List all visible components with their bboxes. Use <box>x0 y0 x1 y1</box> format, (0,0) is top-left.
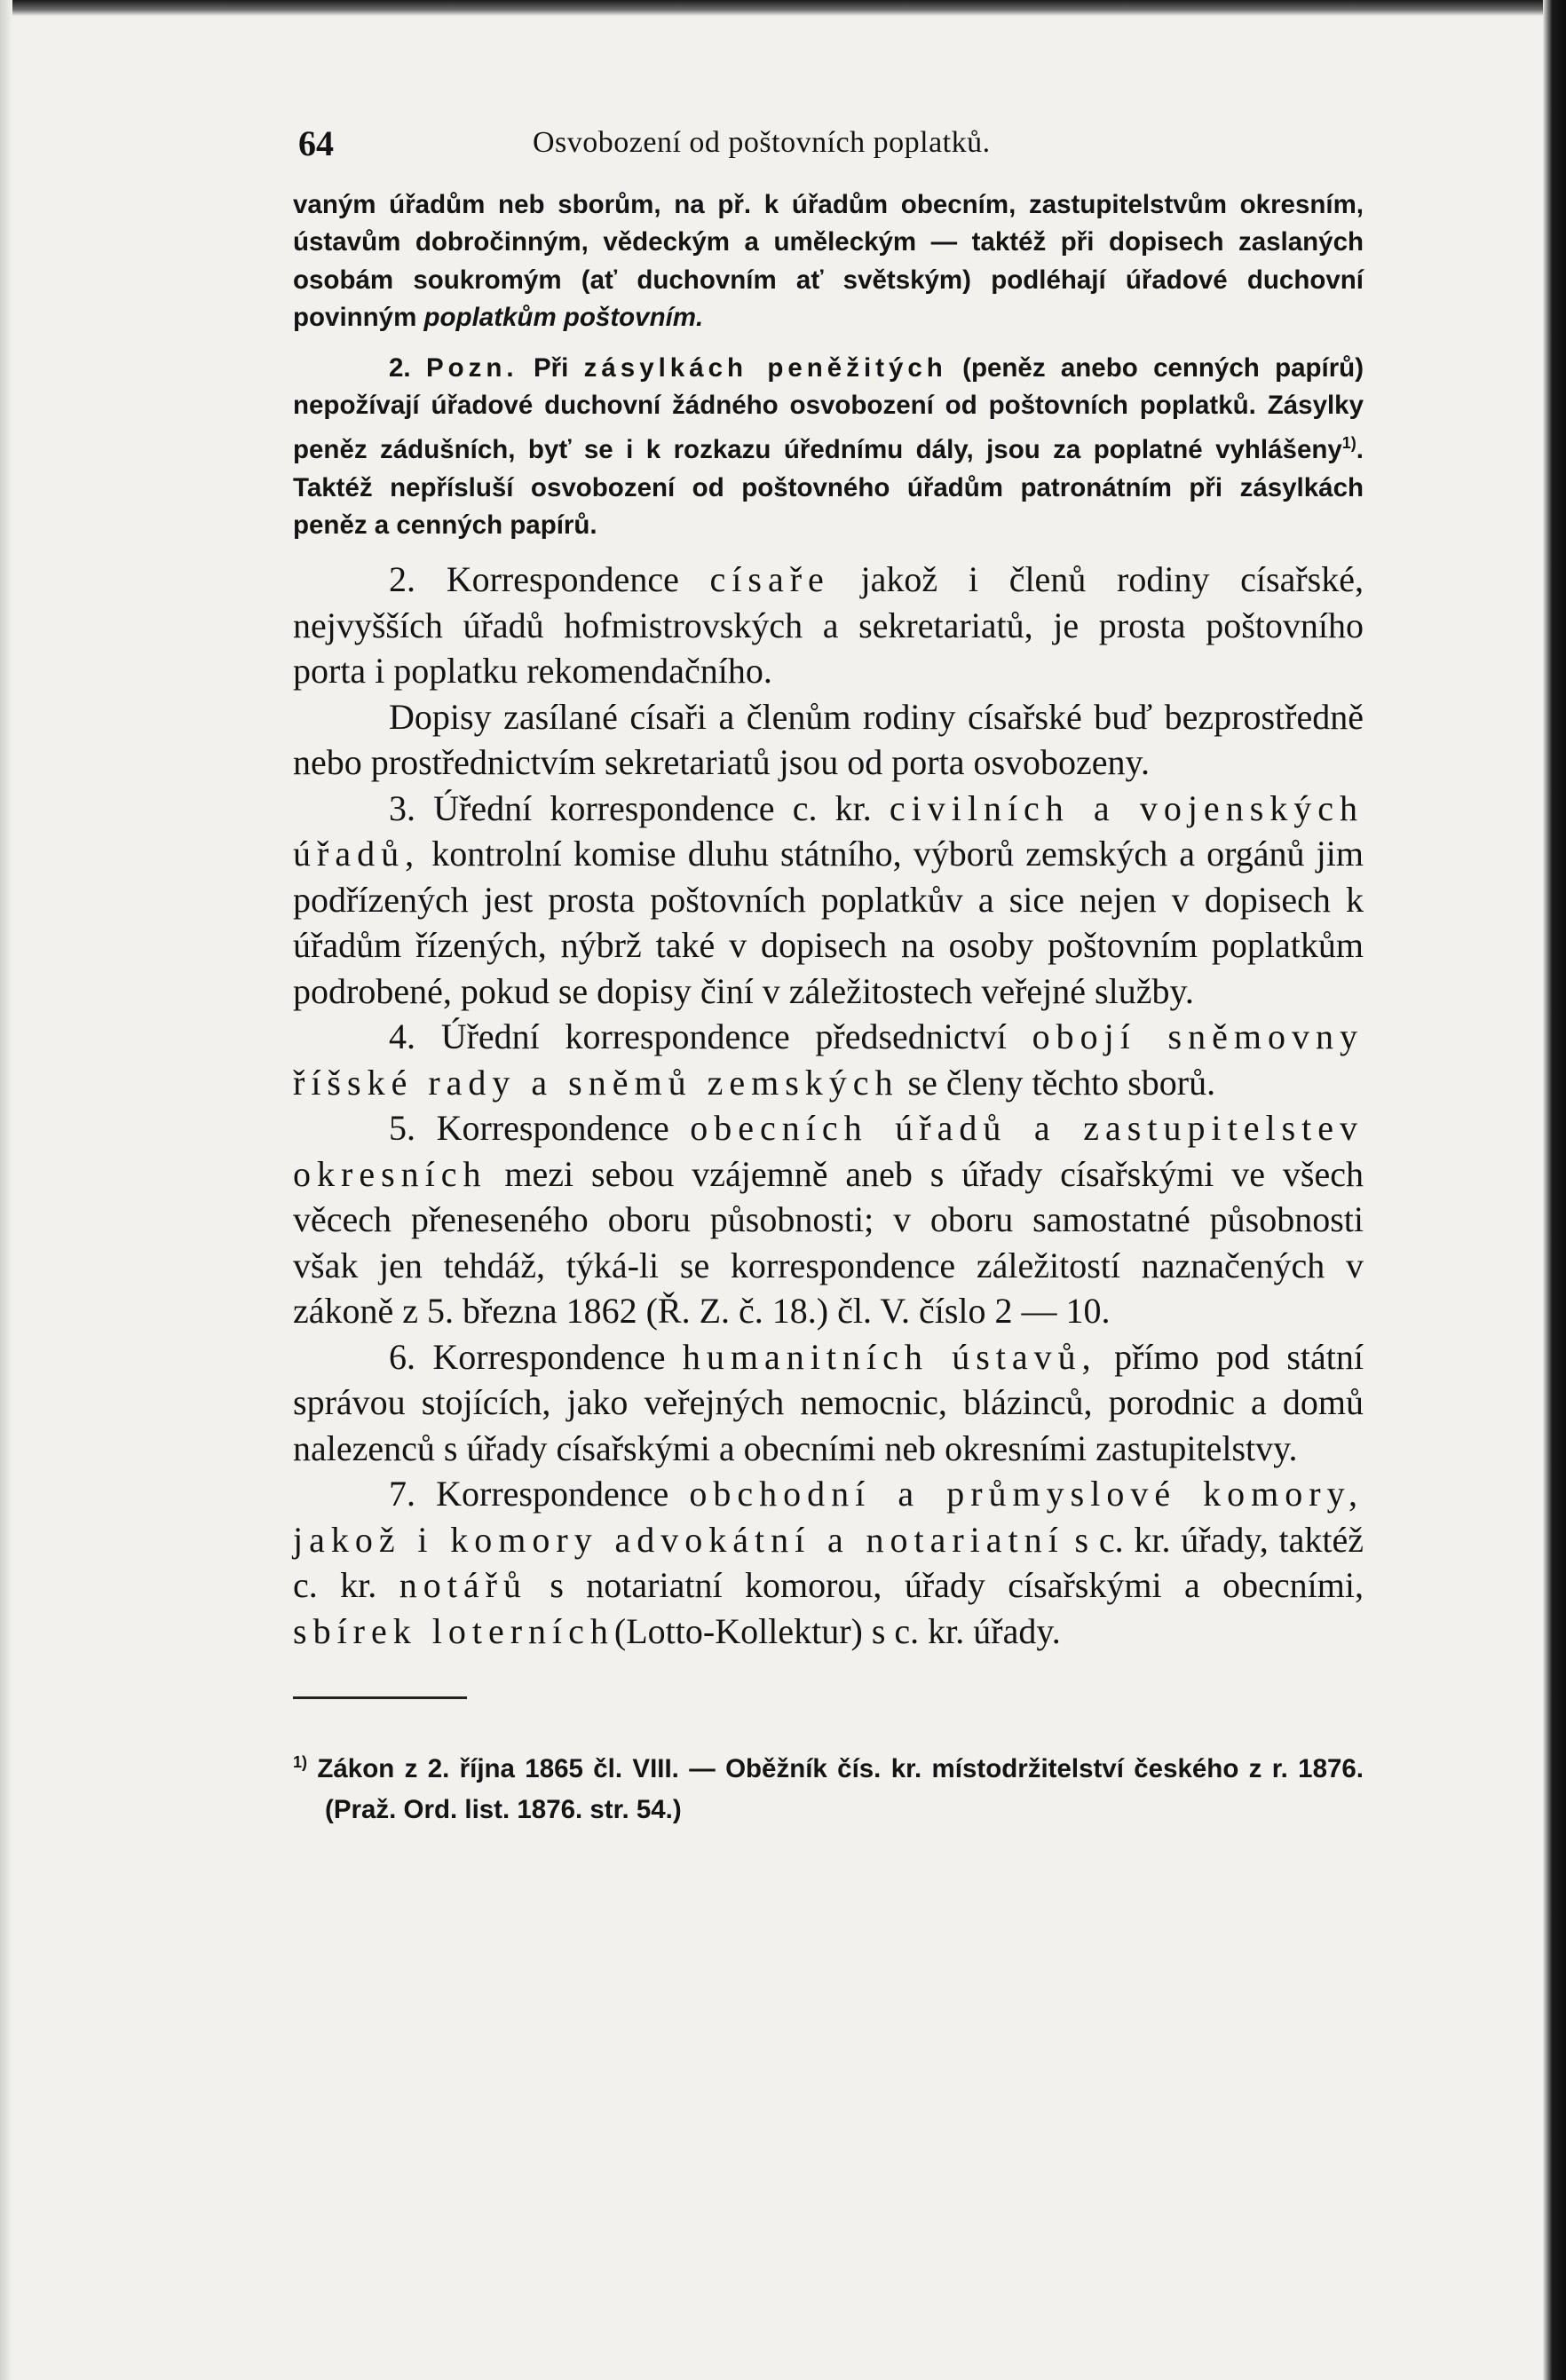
paragraph-2 <box>293 557 1364 694</box>
scan-edge-top <box>0 0 1566 16</box>
paragraph-text: 5. Korrespondence <box>389 1108 669 1149</box>
page-number: 64 <box>298 123 334 163</box>
paragraph-dopisy <box>293 694 1364 786</box>
paragraph-text: s c. kr. úřady, taktéž c. kr. <box>293 1519 1364 1606</box>
paragraph-spaced: obojí sněmovny říšské rady a sněmů zemských <box>293 1016 1364 1103</box>
paragraph-text: Dopisy zasílané císaři a členům rodiny císařské buď bezprostředně nebo prostřednictvím sekretariatů jsou od porta osvobozeny. <box>293 696 1364 783</box>
paragraph-spaced: obchodní a průmyslové komory, jakož i komory advokátní a notariatní <box>293 1474 1364 1560</box>
running-title: Osvobození od poštovních poplatků. <box>533 126 991 159</box>
footnote-reference: 1) <box>1341 434 1356 453</box>
page-header <box>293 123 1364 167</box>
note-number: 2. <box>389 352 411 383</box>
note-2 <box>293 350 1364 545</box>
scan-edge-left <box>0 0 12 2380</box>
footnote-text: Zákon z 2. října 1865 čl. VIII. — Oběžník čís. kr. místodržitelství českého z r. 1876. (Praž. Ord. list. 1876. str. 54.) <box>317 1754 1364 1825</box>
paragraph-5 <box>293 1105 1364 1334</box>
book-page <box>293 123 1364 1830</box>
note-text: (peněz anebo cenných papírů) nepožívají úřadové duchovní žádného osvobození od poštovních poplatků. Zásylky peněz zádušních, byť se i k rozkazu úřednímu dály, jsou za poplatné vyhlášeny <box>293 352 1364 465</box>
note-pre: Při <box>533 352 569 383</box>
note-emphasis: poplatkům poštovním. <box>423 303 704 333</box>
paragraph-text: přímo pod státní správou stojících, jako veřejných nemocnic, blázinců, porodnic a domů nalezenců s úřady císařskými a obecními neb okresními zastupitelstvy. <box>293 1336 1364 1468</box>
paragraph-text: (Lotto-Kollektur) s c. kr. úřady. <box>613 1610 1061 1651</box>
paragraph-spaced: císaře <box>709 559 830 600</box>
footnote-mark: 1) <box>293 1753 308 1772</box>
paragraph-text: 7. Korrespondence <box>389 1474 669 1514</box>
scan-edge-right <box>1543 0 1566 2380</box>
note-text-2: . Taktéž nepřísluší osvobození od poštovného úřadům patronátním při zásylkách peněz a cenných papírů. <box>293 435 1364 541</box>
paragraph-3 <box>293 786 1364 1015</box>
note-text: vaným úřadům neb sborům, na př. k úřadům obecním, zastupitelstvům okresním, ústavům dobročinným, vědeckým a uměleckým — taktéž při dopisech zaslaných osobám soukromým (ať duchovním ať světským) podléhají úřadové duchovní povinným <box>293 190 1364 333</box>
paragraph-spaced: notářů <box>399 1565 527 1606</box>
note-continuation <box>293 186 1364 337</box>
footnote-rule <box>293 1696 467 1699</box>
paragraph-7 <box>293 1471 1364 1654</box>
paragraph-spaced: obecních úřadů a zastupitelstev okresních <box>293 1108 1364 1194</box>
paragraph-text: se členy těchto sborů. <box>907 1062 1216 1103</box>
paragraph-text: jakož i členů rodiny císařské, nejvyšších úřadů hofmistrovských a sekretariatů, je prosta poštovního porta i poplatku rekomendačního. <box>293 559 1364 692</box>
paragraph-text: 2. Korrespondence <box>389 559 679 600</box>
paragraph-text: 3. Úřední korrespondence c. kr. <box>389 787 872 828</box>
paragraph-text: 4. Úřední korrespondence předsednictví <box>389 1016 1007 1057</box>
footnote <box>293 1742 1364 1830</box>
paragraph-text: s notariatní komorou, úřady císařskými a obecními, <box>550 1565 1364 1606</box>
paragraph-text: kontrolní komise dluhu státního, výborů zemských a orgánů jim podřízených jest prosta poštovních poplatkův a sice nejen v dopisech k úřadům řízených, nýbrž také v dopisech na osoby poštovním poplatkům podrobené, pokud se dopisy činí v záležitostech veřejné služby. <box>293 834 1364 1011</box>
paragraph-4 <box>293 1014 1364 1105</box>
note-label: Pozn. <box>425 352 518 383</box>
paragraph-6 <box>293 1334 1364 1472</box>
note-spaced: zásylkách peněžitých <box>583 352 947 383</box>
paragraph-spaced: sbírek loterních <box>293 1610 614 1651</box>
paragraph-spaced: civilních a vojenských úřadů, <box>293 787 1364 874</box>
paragraph-spaced: humanitních ústavů, <box>682 1336 1097 1377</box>
paragraph-text: mezi sebou vzájemně aneb s úřady císařskými ve všech věcech přeneseného oboru působnosti; v oboru samostatné působnosti však jen tehdáž, týká-li se korrespondence záležitostí naznačených v zákoně z 5. března 1862 (Ř. Z. č. 18.) čl. V. číslo 2 — 10. <box>293 1153 1364 1332</box>
paragraph-text: 6. Korrespondence <box>389 1336 666 1377</box>
